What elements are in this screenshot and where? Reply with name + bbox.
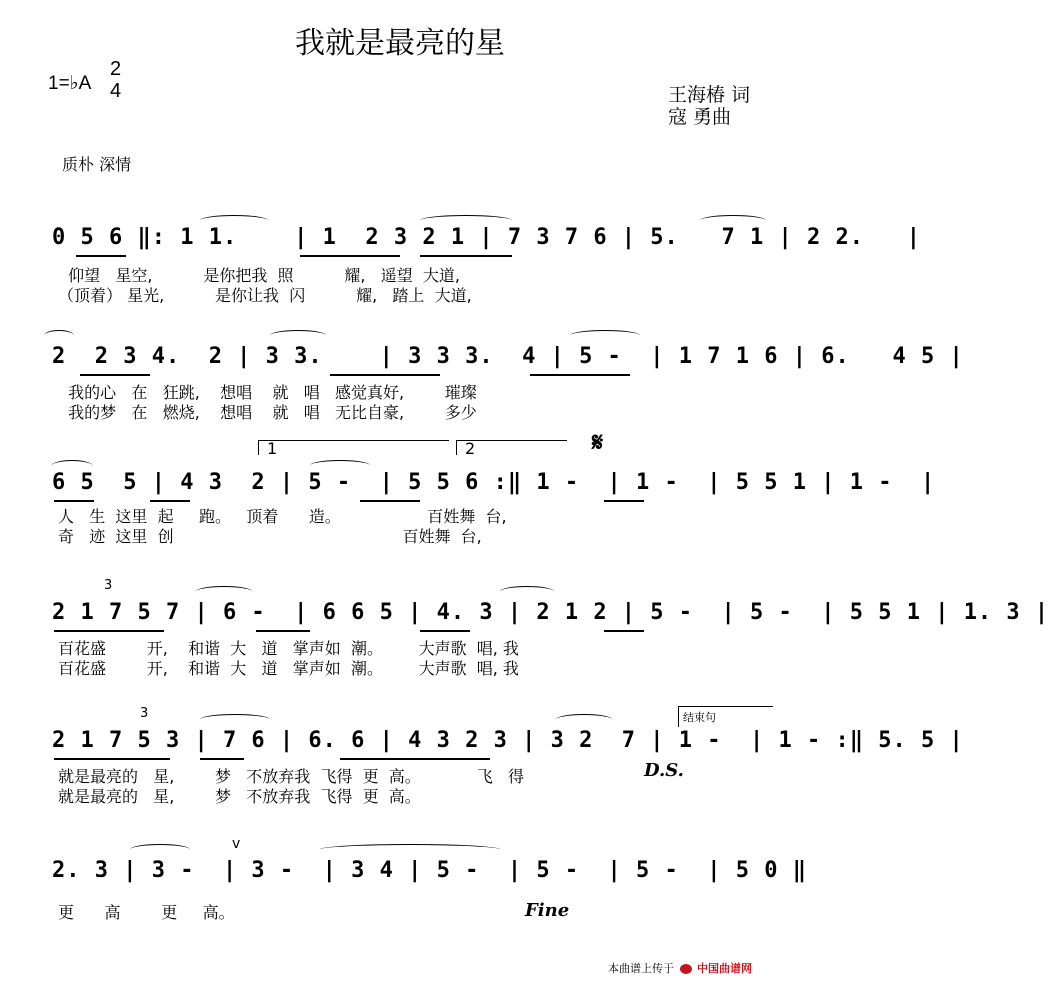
- system-4-notes: 2 1 7 5 7 | 6 - | 6 6 5 | 4. 3 | 2 1 2 | 5 - | 5 - | 5 5 1 | 1. 3 |: [52, 600, 1049, 625]
- system-2-lyrics-verse-1: 我的心 在 狂跳, 想唱 就 唱 感觉真好, 璀璨: [58, 383, 477, 402]
- system-5-notes: 2 1 7 5 3 | 7 6 | 6. 6 | 4 3 2 3 | 3 2 7 | 1 - | 1 - :‖ 5. 5 |: [52, 728, 964, 753]
- site-logo-icon: [680, 964, 692, 974]
- system-3-lyrics-verse-1: 人 生 这里 起 跑。 顶着 造。 百姓舞 台,: [58, 507, 507, 526]
- system-1-lyrics-verse-1: 仰望 星空, 是你把我 照 耀, 遥望 大道,: [58, 266, 461, 285]
- second-ending-bracket: 2: [456, 440, 567, 455]
- system-6-lyrics: 更 高 更 高。: [58, 903, 235, 922]
- footer-brand[interactable]: 中国曲谱网: [697, 962, 752, 975]
- ds-marking: D.S.: [644, 760, 684, 781]
- triplet-marker-2: 3: [140, 706, 149, 721]
- system-5-lyrics-verse-1: 就是最亮的 星, 梦 不放弃我 飞得 更 高。 飞 得: [58, 767, 525, 786]
- fine-marking: Fine: [525, 900, 570, 921]
- breath-mark: v: [232, 836, 241, 852]
- system-2-lyrics-verse-2: 我的梦 在 燃烧, 想唱 就 唱 无比自豪, 多少: [58, 403, 477, 422]
- system-3-lyrics-verse-2: 奇 迹 这里 创 百姓舞 台,: [58, 527, 482, 546]
- system-3-notes: 6 5 5 | 4 3 2 | 5 - | 5 5 6 :‖ 1 - | 1 - | 5 5 1 | 1 - |: [52, 470, 936, 495]
- first-ending-bracket: 1: [258, 440, 449, 455]
- ending-phrase-tag: 结束句: [678, 706, 773, 727]
- footer-text: 本曲谱上传于: [608, 962, 674, 975]
- segno-sign: 𝄋: [592, 428, 604, 458]
- system-5-lyrics-verse-2: 就是最亮的 星, 梦 不放弃我 飞得 更 高。: [58, 787, 421, 806]
- triplet-marker: 3: [104, 578, 113, 593]
- system-6-notes: 2. 3 | 3 - | 3 - | 3 4 | 5 - | 5 - | 5 - | 5 0 ‖: [52, 858, 807, 883]
- system-4-lyrics-verse-2: 百花盛 开, 和谐 大 道 掌声如 潮。 大声歌 唱, 我: [58, 659, 519, 678]
- system-2-notes: 2 2 3 4. 2 | 3 3. | 3 3 3. 4 | 5 - | 1 7 1 6 | 6. 4 5 |: [52, 344, 964, 369]
- system-1-notes: 0 5 6 ‖: 1 1. | 1 2 3 2 1 | 7 3 7 6 | 5. 7 1 | 2 2. |: [52, 225, 921, 250]
- page-title: 我就是最亮的星: [295, 26, 505, 61]
- footer: [608, 960, 752, 976]
- key-signature: 1=♭A: [48, 73, 92, 94]
- system-1-lyrics-verse-2: （顶着） 星光, 是你让我 闪 耀, 踏上 大道,: [58, 286, 472, 305]
- tempo-marking: 质朴 深情: [62, 155, 132, 174]
- composer-credit: 寇 勇曲: [668, 106, 732, 128]
- time-signature-bottom: 4: [110, 80, 122, 102]
- time-signature-top: 2: [110, 58, 122, 80]
- lyricist-credit: 王海椿 词: [668, 84, 751, 106]
- system-4-lyrics-verse-1: 百花盛 开, 和谐 大 道 掌声如 潮。 大声歌 唱, 我: [58, 639, 519, 658]
- time-signature: [110, 58, 121, 102]
